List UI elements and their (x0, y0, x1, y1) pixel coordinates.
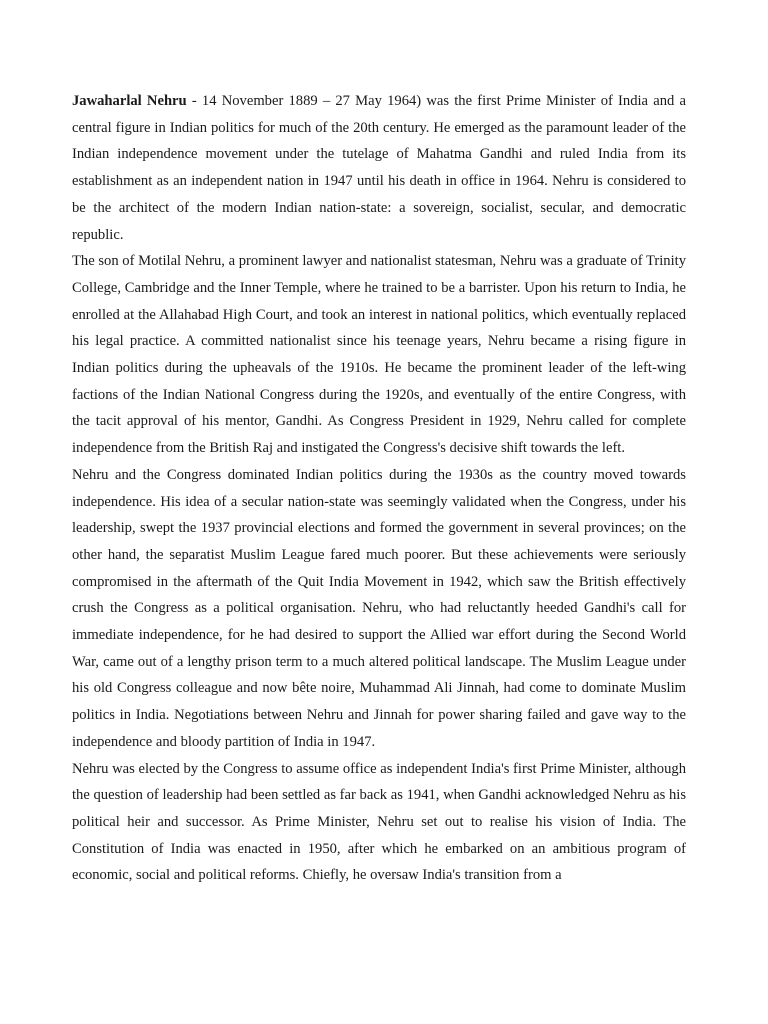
paragraph-intro-text: - 14 November 1889 – 27 May 1964) was the first Prime Minister of India and a central figure in Indian politics for much of the 20th century. He emerged as the paramount leader of the Indian independence movement under the tutelage of Mahatma Gandhi and ruled India from its establishment as an independent nation in 1947 until his death in office in 1964. Nehru is considered to be the architect of the modern Indian nation-state: a sovereign, socialist, secular, and democratic republic. (72, 93, 686, 243)
paragraph-intro (72, 88, 686, 248)
paragraph-prime-minister: Nehru was elected by the Congress to assume office as independent India's first Prime Minister, although the question of leadership had been settled as far back as 1941, when Gandhi acknowledged Nehru as his political heir and successor. As Prime Minister, Nehru set out to realise his vision of India. The Constitution of India was enacted in 1950, after which he embarked on an ambitious program of economic, social and political reforms. Chiefly, he oversaw India's transition from a (72, 760, 686, 884)
paragraph-1930s: Nehru and the Congress dominated Indian politics during the 1930s as the country moved towards independence. His idea of a secular nation-state was seemingly validated when the Congress, under his leadership, swept the 1937 provincial elections and formed the government in several provinces; on the other hand, the separatist Muslim League fared much poorer. But these achievements were seriously compromised in the aftermath of the Quit India Movement in 1942, which saw the British effectively crush the Congress as a political organisation. Nehru, who had reluctantly heeded Gandhi's call for immediate independence, for he had desired to support the Allied war effort during the Second World War, came out of a lengthy prison term to a much altered political landscape. The Muslim League under his old Congress colleague and now bête noire, Muhammad Ali Jinnah, had come to dominate Muslim politics in India. Negotiations between Nehru and Jinnah for power sharing failed and gave way to the independence and bloody partition of India in 1947. (72, 466, 686, 750)
subject-name: Jawaharlal Nehru (72, 93, 187, 109)
document-page (72, 88, 686, 889)
paragraph-early-life: The son of Motilal Nehru, a prominent lawyer and nationalist statesman, Nehru was a graduate of Trinity College, Cambridge and the Inner Temple, where he trained to be a barrister. Upon his return to India, he enrolled at the Allahabad High Court, and took an interest in national politics, which eventually replaced his legal practice. A committed nationalist since his teenage years, Nehru became a rising figure in Indian politics during the upheavals of the 1910s. He became the prominent leader of the left-wing factions of the Indian National Congress during the 1920s, and eventually of the entire Congress, with the tacit approval of his mentor, Gandhi. As Congress President in 1929, Nehru called for complete independence from the British Raj and instigated the Congress's decisive shift towards the left. (72, 253, 686, 457)
